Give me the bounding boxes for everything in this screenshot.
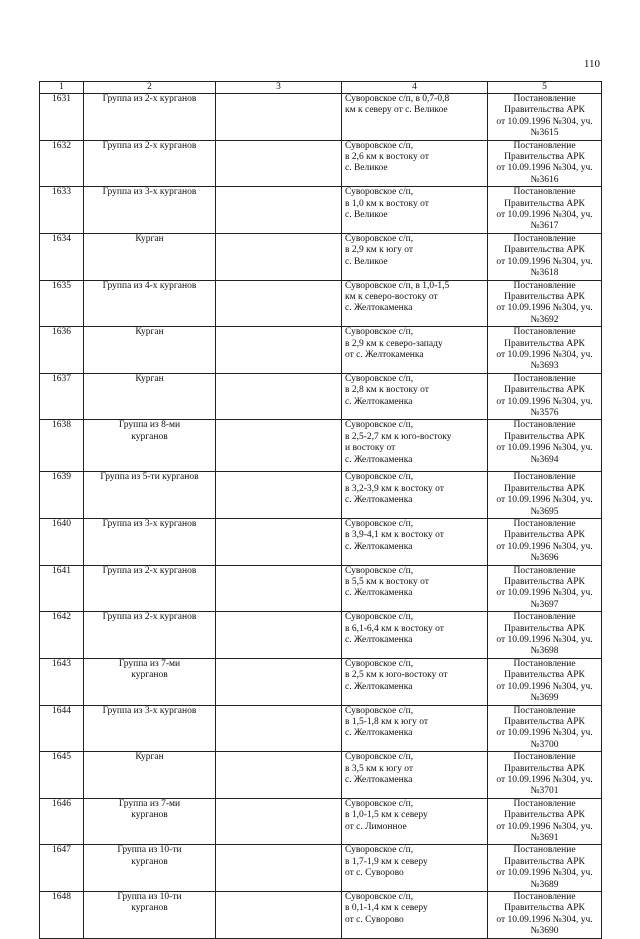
document-cell: Постановление Правительства АРК от 10.09.1996 №304, уч.№3700 xyxy=(488,705,602,752)
row-number-cell: 1632 xyxy=(40,140,84,187)
document-cell: Постановление Правительства АРК от 10.09.1996 №304, уч.№3701 xyxy=(488,752,602,799)
row-number-cell: 1631 xyxy=(40,94,84,141)
empty-cell xyxy=(216,705,342,752)
object-name-cell: Курган xyxy=(84,752,216,799)
column-header-5: 5 xyxy=(488,82,602,94)
table-row xyxy=(40,472,602,519)
location-cell: Суворовское с/п, в 0,1-1,4 км к северу от с. Суворово xyxy=(342,892,488,939)
document-cell: Постановление Правительства АРК от 10.09.1996 №304, уч.№3576 xyxy=(488,373,602,420)
table-row xyxy=(40,140,602,187)
empty-cell xyxy=(216,519,342,566)
location-cell: Суворовское с/п, в 3,2-3,9 км к востоку от с. Желтокаменка xyxy=(342,472,488,519)
row-number-cell: 1638 xyxy=(40,420,84,472)
empty-cell xyxy=(216,892,342,939)
table-row xyxy=(40,565,602,612)
document-cell: Постановление Правительства АРК от 10.09.1996 №304, уч.№3696 xyxy=(488,519,602,566)
page-number: 110 xyxy=(583,58,600,70)
location-cell: Суворовское с/п, в 6,1-6,4 км к востоку от с. Желтокаменка xyxy=(342,612,488,659)
object-name-cell: Группа из 2-х курганов xyxy=(84,565,216,612)
location-cell: Суворовское с/п, в 2,5 км к юго-востоку от с. Желтокаменка xyxy=(342,658,488,705)
table-row xyxy=(40,798,602,845)
table-row xyxy=(40,420,602,472)
location-cell: Суворовское с/п, в 0,7-0,8 км к северу от с. Великое xyxy=(342,94,488,141)
document-cell: Постановление Правительства АРК от 10.09.1996 №304, уч.№3695 xyxy=(488,472,602,519)
table-row xyxy=(40,373,602,420)
empty-cell xyxy=(216,472,342,519)
object-name-cell: Группа из 5-ти курганов xyxy=(84,472,216,519)
empty-cell xyxy=(216,94,342,141)
object-name-cell: Группа из 7-ми курганов xyxy=(84,658,216,705)
document-cell: Постановление Правительства АРК от 10.09.1996 №304, уч.№3697 xyxy=(488,565,602,612)
document-cell: Постановление Правительства АРК от 10.09.1996 №304, уч.№3690 xyxy=(488,892,602,939)
row-number-cell: 1648 xyxy=(40,892,84,939)
location-cell: Суворовское с/п, в 3,5 км к югу от с. Желтокаменка xyxy=(342,752,488,799)
row-number-cell: 1635 xyxy=(40,280,84,327)
row-number-cell: 1637 xyxy=(40,373,84,420)
document-cell: Постановление Правительства АРК от 10.09.1996 №304, уч.№3617 xyxy=(488,187,602,234)
document-cell: Постановление Правительства АРК от 10.09.1996 №304, уч.№3693 xyxy=(488,327,602,374)
table-row xyxy=(40,94,602,141)
document-cell: Постановление Правительства АРК от 10.09.1996 №304, уч.№3616 xyxy=(488,140,602,187)
location-cell: Суворовское с/п, в 2,6 км к востоку от с. Великое xyxy=(342,140,488,187)
location-cell: Суворовское с/п, в 2,9 км к югу от с. Великое xyxy=(342,233,488,280)
table-row xyxy=(40,233,602,280)
row-number-cell: 1641 xyxy=(40,565,84,612)
location-cell: Суворовское с/п, в 1,0-1,5 км к северо-востоку от с. Желтокаменка xyxy=(342,280,488,327)
empty-cell xyxy=(216,373,342,420)
location-cell: Суворовское с/п, в 3,9-4,1 км к востоку от с. Желтокаменка xyxy=(342,519,488,566)
empty-cell xyxy=(216,798,342,845)
object-name-cell: Курган xyxy=(84,373,216,420)
object-name-cell: Группа из 3-х курганов xyxy=(84,187,216,234)
column-header-2: 2 xyxy=(84,82,216,94)
object-name-cell: Курган xyxy=(84,327,216,374)
header-row xyxy=(40,82,602,94)
table-row xyxy=(40,705,602,752)
location-cell: Суворовское с/п, в 1,7-1,9 км к северу от с. Суворово xyxy=(342,845,488,892)
document-cell: Постановление Правительства АРК от 10.09.1996 №304, уч.№3699 xyxy=(488,658,602,705)
table-row xyxy=(40,187,602,234)
table-row xyxy=(40,892,602,939)
object-name-cell: Группа из 8-ми курганов xyxy=(84,420,216,472)
document-cell: Постановление Правительства АРК от 10.09.1996 №304, уч.№3692 xyxy=(488,280,602,327)
row-number-cell: 1633 xyxy=(40,187,84,234)
empty-cell xyxy=(216,565,342,612)
empty-cell xyxy=(216,420,342,472)
location-cell: Суворовское с/п, в 1,0 км к востоку от с. Великое xyxy=(342,187,488,234)
document-cell: Постановление Правительства АРК от 10.09.1996 №304, уч.№3694 xyxy=(488,420,602,472)
table-row xyxy=(40,327,602,374)
column-header-3: 3 xyxy=(216,82,342,94)
empty-cell xyxy=(216,327,342,374)
object-name-cell: Группа из 3-х курганов xyxy=(84,519,216,566)
object-name-cell: Группа из 4-х курганов xyxy=(84,280,216,327)
row-number-cell: 1643 xyxy=(40,658,84,705)
object-name-cell: Группа из 2-х курганов xyxy=(84,94,216,141)
row-number-cell: 1644 xyxy=(40,705,84,752)
row-number-cell: 1647 xyxy=(40,845,84,892)
table-row xyxy=(40,612,602,659)
empty-cell xyxy=(216,187,342,234)
empty-cell xyxy=(216,658,342,705)
table-row xyxy=(40,658,602,705)
location-cell: Суворовское с/п, в 5,5 км к востоку от с. Желтокаменка xyxy=(342,565,488,612)
object-name-cell: Курган xyxy=(84,233,216,280)
table-row xyxy=(40,280,602,327)
column-header-1: 1 xyxy=(40,82,84,94)
row-number-cell: 1636 xyxy=(40,327,84,374)
document-cell: Постановление Правительства АРК от 10.09.1996 №304, уч.№3689 xyxy=(488,845,602,892)
table-row xyxy=(40,845,602,892)
empty-cell xyxy=(216,612,342,659)
location-cell: Суворовское с/п, в 2,8 км к востоку от с. Желтокаменка xyxy=(342,373,488,420)
object-name-cell: Группа из 2-х курганов xyxy=(84,140,216,187)
object-name-cell: Группа из 3-х курганов xyxy=(84,705,216,752)
document-cell: Постановление Правительства АРК от 10.09.1996 №304, уч.№3691 xyxy=(488,798,602,845)
empty-cell xyxy=(216,280,342,327)
row-number-cell: 1646 xyxy=(40,798,84,845)
heritage-registry-table xyxy=(39,81,602,939)
location-cell: Суворовское с/п, в 1,5-1,8 км к югу от с. Желтокаменка xyxy=(342,705,488,752)
row-number-cell: 1640 xyxy=(40,519,84,566)
row-number-cell: 1639 xyxy=(40,472,84,519)
empty-cell xyxy=(216,752,342,799)
object-name-cell: Группа из 2-х курганов xyxy=(84,612,216,659)
row-number-cell: 1645 xyxy=(40,752,84,799)
document-cell: Постановление Правительства АРК от 10.09.1996 №304, уч.№3615 xyxy=(488,94,602,141)
table-row xyxy=(40,519,602,566)
object-name-cell: Группа из 7-ми курганов xyxy=(84,798,216,845)
empty-cell xyxy=(216,140,342,187)
empty-cell xyxy=(216,845,342,892)
object-name-cell: Группа из 10-ти курганов xyxy=(84,845,216,892)
document-cell: Постановление Правительства АРК от 10.09.1996 №304, уч.№3618 xyxy=(488,233,602,280)
row-number-cell: 1642 xyxy=(40,612,84,659)
location-cell: Суворовское с/п, в 1,0-1,5 км к северу от с. Лимонное xyxy=(342,798,488,845)
object-name-cell: Группа из 10-ти курганов xyxy=(84,892,216,939)
table-row xyxy=(40,752,602,799)
document-cell: Постановление Правительства АРК от 10.09.1996 №304, уч.№3698 xyxy=(488,612,602,659)
empty-cell xyxy=(216,233,342,280)
row-number-cell: 1634 xyxy=(40,233,84,280)
location-cell: Суворовское с/п, в 2,9 км к северо-западу от с. Желтокаменка xyxy=(342,327,488,374)
column-header-4: 4 xyxy=(342,82,488,94)
location-cell: Суворовское с/п, в 2,5-2,7 км к юго-востоку и востоку от с. Желтокаменка xyxy=(342,420,488,472)
